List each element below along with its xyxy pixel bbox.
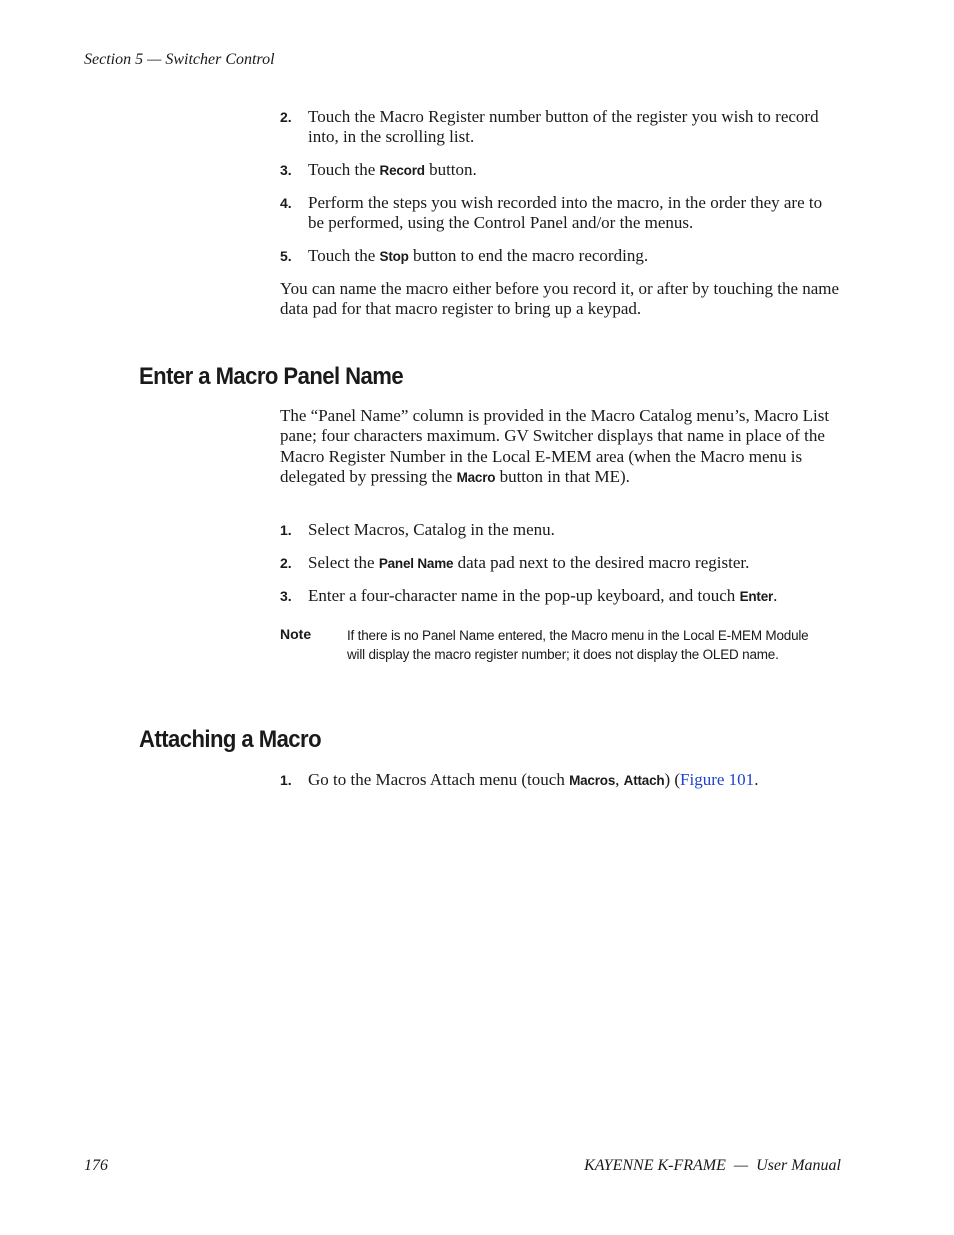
step-text: Enter a four-character name in the pop-up keyboard, and touch Enter. xyxy=(308,586,778,605)
paragraph-naming: You can name the macro either before you record it, or after by touching the name data pad for that macro register to bring up a keypad. xyxy=(280,279,840,319)
step-text: Perform the steps you wish recorded into the macro, in the order they are to be performed, using the Control Panel and/or the menus. xyxy=(308,193,823,232)
step-text: Select Macros, Catalog in the menu. xyxy=(308,520,555,539)
record-button-label: Record xyxy=(379,163,425,178)
step-text: Touch the Record button. xyxy=(308,160,477,179)
footer-title: KAYENNE K-FRAME — User Manual xyxy=(584,1157,841,1174)
step-4 xyxy=(280,193,840,233)
step-number: 1. xyxy=(280,522,292,538)
step-5 xyxy=(280,246,840,267)
step-number: 2. xyxy=(280,555,292,571)
step-text: Go to the Macros Attach menu (touch Macros, Attach) (Figure 101. xyxy=(308,770,759,789)
step-number: 4. xyxy=(280,195,292,211)
attach-menu-label: Attach xyxy=(623,773,665,788)
macro-button-label: Macro xyxy=(456,469,496,485)
note-text: If there is no Panel Name entered, the Macro menu in the Local E-MEM Module will display the macro register number; it does not display the OLED name. xyxy=(347,628,809,662)
running-header: Section 5 — Switcher Control xyxy=(84,51,275,68)
step-text: Touch the Stop button to end the macro recording. xyxy=(308,246,649,265)
stop-button-label: Stop xyxy=(379,249,409,264)
step-2 xyxy=(280,107,840,147)
section-heading-panel-name: Enter a Macro Panel Name xyxy=(139,363,404,390)
step-3 xyxy=(280,160,840,181)
step-number: 3. xyxy=(280,162,292,178)
panel-step-3 xyxy=(280,586,840,607)
step-number: 2. xyxy=(280,109,292,125)
step-number: 3. xyxy=(280,588,292,604)
section-heading-attaching: Attaching a Macro xyxy=(139,726,322,753)
figure-101-link[interactable]: Figure 101 xyxy=(680,770,755,789)
macros-menu-label: Macros xyxy=(569,773,616,788)
page-number: 176 xyxy=(84,1157,108,1174)
step-text: Select the Panel Name data pad next to the desired macro register. xyxy=(308,553,750,572)
note-label: Note xyxy=(280,626,312,642)
enter-key-label: Enter xyxy=(739,589,774,604)
panel-step-1 xyxy=(280,520,840,540)
step-number: 1. xyxy=(280,772,292,788)
paragraph-panel-name: The “Panel Name” column is provided in the Macro Catalog menu’s, Macro List pane; four characters maximum. GV Switcher displays that name in place of the Macro Register Number in the Local E-MEM area (when the Macro menu is delegated by pressing the Macro button in that ME). xyxy=(280,406,830,486)
step-number: 5. xyxy=(280,248,292,264)
panel-name-pad-label: Panel Name xyxy=(378,556,454,571)
panel-step-2 xyxy=(280,553,840,574)
step-text: Touch the Macro Register number button of the register you wish to record into, in the scrolling list. xyxy=(308,107,819,146)
attach-step-1 xyxy=(280,770,840,791)
